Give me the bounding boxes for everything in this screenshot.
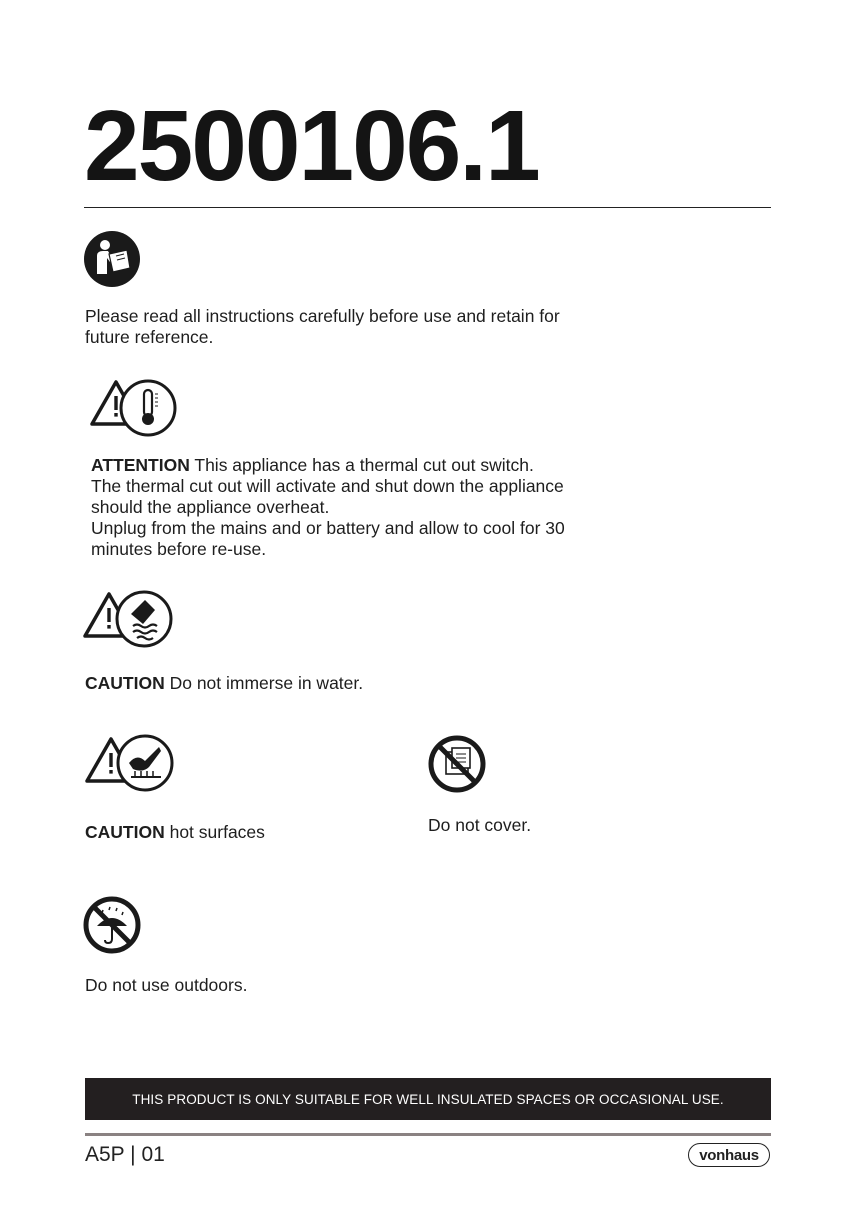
no-outdoors-text: Do not use outdoors. bbox=[85, 975, 248, 995]
no-outdoor-use-icon bbox=[83, 896, 141, 954]
thermal-line-2: The thermal cut out will activate and shut down the appliance should the appliance overheat. bbox=[91, 476, 564, 517]
read-instructions-text: Please read all instructions carefully before use and retain for future reference. bbox=[85, 306, 560, 347]
attention-label: ATTENTION bbox=[91, 455, 190, 475]
thermal-warning-icon bbox=[90, 378, 178, 438]
thermal-line-1: This appliance has a thermal cut out switch. bbox=[189, 455, 534, 475]
do-not-cover-text: Do not cover. bbox=[428, 815, 532, 835]
hot-caution-text: hot surfaces bbox=[164, 822, 265, 842]
caution-label-water: CAUTION bbox=[85, 673, 165, 693]
immersion-warning-icon bbox=[83, 588, 175, 650]
page-code: A5P | 01 bbox=[85, 1143, 165, 1166]
do-not-cover-icon bbox=[428, 735, 486, 793]
thermal-notice bbox=[91, 455, 586, 560]
thermal-line-3: Unplug from the mains and or battery and allow to cool for 30 minutes before re-use. bbox=[91, 518, 565, 559]
hot-surface-warning-icon bbox=[85, 733, 175, 793]
brand-logo bbox=[688, 1143, 770, 1167]
caution-label-hot: CAUTION bbox=[85, 822, 165, 842]
footer-divider bbox=[85, 1133, 771, 1136]
suitability-banner-text: THIS PRODUCT IS ONLY SUITABLE FOR WELL INSULATED SPACES OR OCCASIONAL USE. bbox=[132, 1091, 724, 1107]
suitability-banner bbox=[85, 1078, 771, 1120]
water-caution-text: Do not immerse in water. bbox=[164, 673, 364, 693]
brand-logo-text: vonhaus bbox=[699, 1146, 759, 1164]
read-manual-icon bbox=[83, 230, 141, 288]
document-title: 2500106.1 bbox=[84, 90, 539, 202]
water-caution bbox=[85, 673, 485, 694]
hot-caution bbox=[85, 822, 385, 843]
title-divider bbox=[84, 207, 771, 208]
